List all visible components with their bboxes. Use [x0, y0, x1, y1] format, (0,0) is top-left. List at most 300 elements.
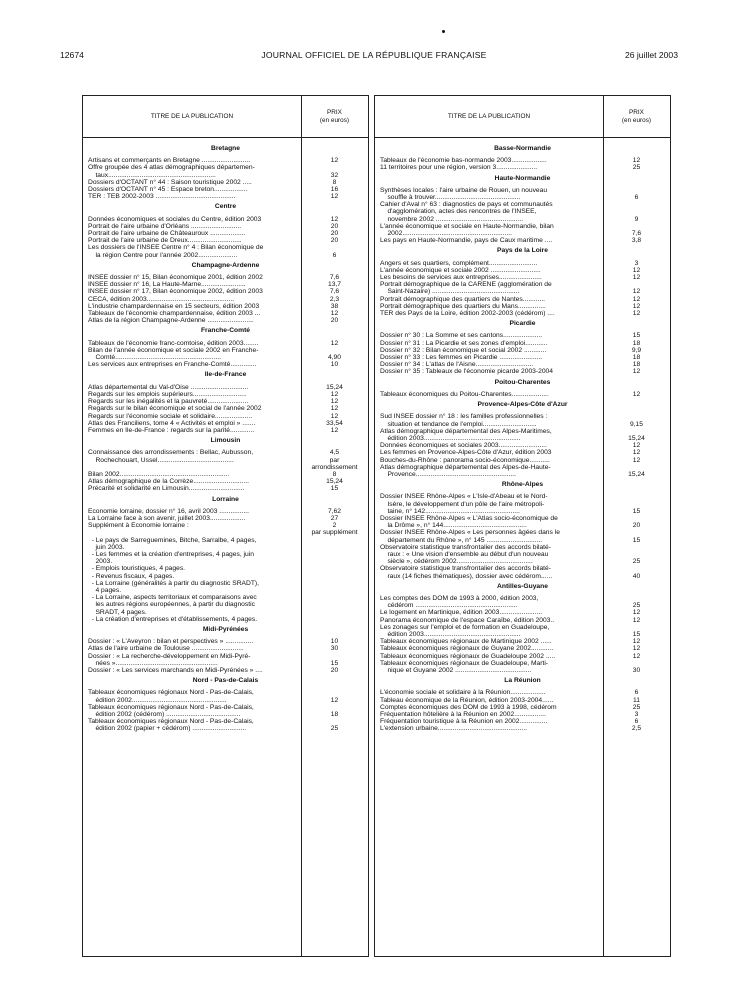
publication-title: Précarité et solidarité en Limousin..............................	[88, 485, 245, 493]
publication-price: 20	[330, 237, 339, 245]
publication-price: 38	[330, 302, 339, 310]
publication-title: L'économie sociale et solidaire à la Réunion...................	[380, 689, 546, 697]
publication-title: Bouches-du-Rhône : panorama socio-économique...........	[380, 456, 550, 464]
publication-price: 15,24	[628, 434, 645, 442]
publication-title: Données économiques et sociales du Centre, édition 2003	[88, 215, 262, 223]
publication-title: Observatoire statistique transfrontalier des accords bilaté- raux : « Une vision d'ensemble au début d'un nouveau siècle », cédérom 2002.........................................	[380, 543, 551, 566]
publication-row	[83, 420, 368, 427]
publication-price: 12	[330, 215, 339, 223]
publication-row	[375, 645, 670, 652]
publication-title: Synthèses locales : l'aire urbaine de Rouen, un nouveau souffle à trouver..............................................	[380, 186, 548, 202]
publication-title: L'année économique et sociale 2002 ...........................	[380, 266, 541, 274]
publication-row	[375, 428, 670, 442]
section-heading: Franche-Comté	[200, 327, 251, 335]
publication-row	[83, 223, 368, 230]
publication-title: L'industrie champardennaise en 15 secteurs, édition 2003	[88, 302, 260, 310]
publication-price: 10	[330, 361, 339, 369]
publication-price: 9,15	[629, 420, 644, 428]
publication-title: Observatoire statistique transfrontalier des accords bilaté- raux (14 fiches thématiques), dossier avec cédérom......	[380, 565, 553, 580]
publication-title: L'année économique et sociale en Haute-Normandie, bilan 2002...........................................................	[380, 222, 554, 238]
publication-row	[83, 689, 368, 703]
publication-price: 6	[634, 194, 639, 202]
publication-title: - Emplois touristiques, 4 pages.	[88, 565, 186, 573]
publication-title: Les zonages sur l'emploi et de formation en Guadeloupe, édition 2003....................................................	[380, 623, 550, 638]
publication-price: 12	[632, 274, 641, 282]
publication-title: Artisans et commerçants en Bretagne ..........................	[88, 157, 251, 165]
publication-table-right	[374, 95, 671, 957]
publication-price: 6	[634, 718, 639, 726]
publication-row	[83, 515, 368, 522]
publication-price: 12	[330, 696, 339, 704]
publication-title: Atlas démographique départemental des Alpes-de-Haute- Provence......................................................	[380, 463, 551, 478]
publication-title: Dossier INSEE Rhône-Alpes « L'Isle-d'Abeau et le Nord- Isère, le développement d'un pôle de l'aire métropoli- taine, n° 142...................................................	[380, 493, 548, 515]
publication-price: 12	[632, 302, 641, 310]
publication-title: - Le pays de Sarreguemines, Bitche, Sarralbe, 4 pages, juin 2003.	[91, 536, 257, 551]
publication-row	[375, 260, 670, 267]
publication-price: 12	[632, 295, 641, 303]
publication-price: 25	[330, 725, 339, 733]
publication-title: Portrait de l'aire urbaine de Châteauroux ...................	[88, 230, 246, 238]
publication-price: 12	[330, 193, 339, 201]
publication-title: Dossier n° 35 : Tableaux de l'économie picarde 2003-2004	[380, 368, 553, 376]
publication-row	[83, 296, 368, 303]
publication-price: 2,3	[329, 295, 340, 303]
publication-title: Regards sur l'économie sociale et solidaire....................	[88, 412, 253, 420]
publication-title: Tableaux économiques régionaux de Martinique 2002 ......	[380, 638, 552, 646]
publication-price: 12	[330, 426, 339, 434]
section-heading: Nord - Pas-de-Calais	[192, 677, 259, 685]
publication-title: Tableaux économiques régionaux Nord - Pas-de-Calais, édition 2002...................................................	[88, 689, 254, 704]
publication-row	[375, 697, 670, 704]
publication-title: Dossier n° 31 : La Picardie et ses zones d'emploi............	[380, 339, 548, 347]
publication-price	[301, 594, 368, 616]
publication-row	[83, 157, 368, 164]
publication-title: - Revenus fiscaux, 4 pages.	[88, 572, 175, 580]
publication-title: Tableaux économiques régionaux de Guadeloupe 2002 .....	[380, 652, 556, 660]
publication-price	[301, 537, 368, 551]
publication-title: Les femmes en Provence-Alpes-Côte d'Azur, édition 2003	[380, 449, 552, 457]
publication-price: 3	[634, 711, 639, 719]
publication-title: Panorama économique de l'espace Caraïbe, édition 2003..	[380, 616, 555, 624]
publication-title: Tableaux économiques régionaux de Guadeloupe, Marti- nique et Guyane 2002 .........................................	[380, 659, 549, 674]
publication-title: Portrait démographique des quartiers du Mans...............	[380, 302, 546, 310]
publication-price: 7,6	[329, 274, 340, 282]
publication-title: La Lorraine face à son avenir, juillet 2003...................	[88, 514, 246, 522]
publication-price: 20	[330, 222, 339, 230]
publication-row	[375, 660, 670, 674]
publication-row	[375, 157, 670, 164]
publication-row	[83, 645, 368, 652]
publication-price: 12	[330, 157, 339, 165]
publication-title: Dossier INSEE Rhône-Alpes « Les personnes âgées dans le département du Rhône », n° 145 ..............................	[380, 529, 560, 544]
publication-row	[375, 515, 670, 529]
publication-title: INSEE dossier n° 16, La Haute-Marne........................	[88, 281, 246, 289]
section-heading: Picardie	[509, 320, 536, 328]
publication-row	[83, 551, 368, 565]
publication-title: Cahier d'Aval n° 63 : diagnostics de pays et communautés d'agglomération, actes des rencontres de l'INSEE, novembre 2002 ...............................................	[380, 201, 553, 223]
publication-price: 25	[632, 703, 641, 711]
publication-price: 18	[632, 354, 641, 362]
publication-title: Offre groupée des 4 atlas démographiques départemen- taux..........................................................	[88, 164, 255, 179]
section-heading: Provence-Alpes-Côte d'Azur	[477, 401, 568, 409]
publication-title: Dossier n° 33 : Les femmes en Picardie .......................	[380, 354, 543, 362]
publication-title: Portrait démographique de la CARENE (agglomération de Saint-Nazaire) ...............................................	[380, 281, 552, 296]
publication-title: Dossier : « La recherche-développement en Midi-Pyré- nées ».......................................................	[88, 652, 251, 667]
publication-row	[83, 361, 368, 368]
publication-title: Bilan 2002...........................................................	[88, 470, 230, 478]
publication-row	[375, 718, 670, 725]
publication-price: 12	[632, 645, 641, 653]
publication-price: 12	[330, 412, 339, 420]
publication-title: Dossiers d'OCTANT n° 44 : Saison touristique 2002 .....	[88, 178, 252, 186]
section-heading: Antilles-Guyane	[497, 582, 548, 590]
publication-price: 32	[330, 171, 339, 179]
publication-row	[83, 508, 368, 515]
publication-row	[375, 595, 670, 609]
publication-price: 9	[634, 215, 639, 223]
publication-title: Sud INSEE dossier n° 18 : les familles professionnelles : situation et tendance de l'emploi.............................	[380, 413, 548, 428]
publication-row	[83, 565, 368, 572]
publication-row	[83, 718, 368, 732]
publication-price: 12	[632, 310, 641, 318]
publication-row	[83, 384, 368, 391]
section-heading: Centre	[214, 203, 237, 211]
publication-title: Atlas démographique départemental des Alpes-Maritimes, édition 2003....................................................	[380, 427, 552, 442]
publication-price: 15	[632, 507, 641, 515]
publication-price: 30	[330, 645, 339, 653]
publication-price: 12	[632, 157, 641, 165]
publication-price: 12	[330, 390, 339, 398]
table-body	[375, 142, 670, 733]
publication-row	[375, 493, 670, 515]
publication-row	[83, 303, 368, 310]
publication-row	[83, 347, 368, 361]
publication-title: Atlas des Franciliens, tome 4 « Activités et emploi » .......	[88, 419, 256, 427]
publication-price: 18	[632, 361, 641, 369]
publication-title: Les dossiers de l'INSEE Centre n° 4 : Bilan économique de la région Centre pour l'année 2002.....................	[88, 244, 264, 259]
publication-title: INSEE dossier n° 15, Bilan économique 2001, édition 2002	[88, 274, 263, 282]
publication-title: Portrait de l'aire urbaine de Dreux.............................	[88, 237, 242, 245]
publication-row	[83, 179, 368, 186]
publication-price: 7,62	[327, 507, 342, 515]
publication-title: Tableaux de l'économie franc-comtoise, édition 2003........	[88, 339, 259, 347]
publication-title: Regards sur le bilan économique et social de l'année 2002	[88, 405, 262, 413]
publication-row	[83, 193, 368, 200]
publication-price: 12	[632, 390, 641, 398]
publication-row	[83, 244, 368, 258]
publication-price: 27	[330, 514, 339, 522]
publication-price: 15	[632, 536, 641, 544]
publication-price: 6	[332, 251, 337, 259]
publication-price: 2 par supplément	[311, 522, 358, 537]
publication-title: Tableaux économiques régionaux Nord - Pas-de-Calais, édition 2002 (papier + cédérom) .............................	[88, 718, 254, 733]
publication-title: TER : TEB 2002-2003 ...........................................	[88, 193, 236, 201]
publication-price: 18	[632, 339, 641, 347]
publication-price: 12	[632, 638, 641, 646]
publication-title: Portrait de l'aire urbaine d'Orléans ...........................	[88, 222, 242, 230]
publication-row	[375, 413, 670, 427]
publication-title: Les comptes des DOM de 1993 à 2000, édition 2003, cédérom .......................................................	[380, 594, 539, 610]
publication-row	[375, 711, 670, 718]
publication-price: 12	[330, 339, 339, 347]
publication-price: 15	[632, 332, 641, 340]
publication-price: 15	[330, 485, 339, 493]
publication-row	[375, 347, 670, 354]
publication-row	[375, 164, 670, 171]
publication-price: 12	[632, 456, 641, 464]
page-header	[0, 50, 748, 64]
publication-price: 12	[632, 616, 641, 624]
publication-row	[83, 230, 368, 237]
publication-price: 16	[330, 186, 339, 194]
publication-row	[83, 310, 368, 317]
publication-price	[301, 573, 368, 580]
publication-row	[375, 464, 670, 478]
publication-price	[301, 616, 368, 623]
publication-title: Atlas de la région Champagne-Ardenne .........................	[88, 317, 254, 325]
title-column-header: TITRE DE LA PUBLICATION	[375, 96, 603, 138]
publication-title: Dossier INSEE Rhône-Alpes « L'Atlas socio-économique de la Drôme », n° 144.............................................	[380, 514, 558, 530]
publication-price: 10	[330, 638, 339, 646]
publication-row	[375, 296, 670, 303]
publication-title: Dossier : « Les services marchands en Midi-Pyrénées » ....	[88, 667, 263, 674]
publication-row	[83, 594, 368, 616]
publication-title: - Les femmes et la création d'entreprises, 4 pages, juin 2003.	[91, 550, 254, 566]
publication-price: 40	[632, 572, 641, 580]
publication-row	[375, 653, 670, 660]
publication-title: Supplément à Economie lorraine :	[88, 522, 189, 530]
publication-price: 12	[330, 398, 339, 406]
publication-row	[83, 405, 368, 412]
publication-title: Fréquentation touristique à la Réunion en 2002...............	[380, 718, 548, 726]
publication-table-left	[82, 95, 369, 957]
publication-title: L'extension urbaine................................................	[380, 725, 527, 733]
publication-title: - La création d'entreprises et d'établissements, 4 pages.	[88, 615, 258, 623]
publication-row	[375, 281, 670, 295]
publication-title: Portrait démographique des quartiers de Nantes............	[380, 295, 546, 303]
price-column-header: PRIX (en euros)	[603, 96, 670, 138]
publication-row	[83, 522, 368, 536]
section-heading: Poitou-Charentes	[494, 378, 551, 386]
publication-row	[375, 237, 670, 244]
publication-title: Dossier n° 32 : Bilan économique et social 2002 ............	[380, 346, 547, 354]
publication-price: 13,7	[327, 281, 342, 289]
publication-title: Dossier n° 34 : L'atlas de l'Aisne...............................	[380, 361, 534, 369]
publication-price: 20	[632, 522, 641, 530]
publication-row	[83, 478, 368, 485]
publication-price: 8	[332, 470, 337, 478]
table-body	[83, 142, 368, 733]
publication-row	[375, 187, 670, 201]
publication-row	[83, 638, 368, 645]
publication-price: 3,8	[631, 237, 642, 245]
publication-title: Regards sur les emplois supérieurs.............................	[88, 390, 247, 398]
publication-title: Atlas démographique de la Corrèze..............................	[88, 478, 249, 486]
publication-row	[83, 427, 368, 434]
publication-row	[375, 303, 670, 310]
publication-row	[83, 573, 368, 580]
publication-row	[375, 267, 670, 274]
publication-price: 7,6	[631, 230, 642, 238]
publication-title: Le logement en Martinique, édition 2003.......................	[380, 609, 543, 617]
publication-price: 33,54	[326, 419, 343, 427]
publication-price: 15,24	[326, 478, 343, 486]
title-column-header: TITRE DE LA PUBLICATION	[83, 96, 301, 138]
publication-row	[375, 201, 670, 223]
publication-title: Regards sur les inégalités et la pauvreté......................	[88, 398, 249, 406]
publication-row	[375, 638, 670, 645]
publication-price: 12	[330, 405, 339, 413]
speck-mark	[442, 30, 445, 33]
publication-title: Dossier : « L'Aveyron : bilan et perspectives » ...............	[88, 638, 254, 646]
publication-title: Dossier n° 30 : La Somme et ses cantons.....................	[380, 332, 543, 340]
publication-title: Données économiques et sociales 2003..........................	[380, 442, 547, 450]
publication-row	[375, 223, 670, 237]
publication-row	[375, 442, 670, 449]
publication-price: 3	[634, 259, 639, 267]
journal-title: JOURNAL OFFICIEL DE LA RÉPUBLIQUE FRANÇAISE	[261, 50, 487, 60]
publication-row	[375, 529, 670, 543]
publication-row	[83, 704, 368, 718]
section-heading: La Réunion	[504, 677, 541, 685]
publication-title: Tableaux économiques régionaux Nord - Pas-de-Calais, édition 2002 (cédérom) ........................................	[88, 703, 254, 719]
publication-row	[375, 368, 670, 375]
section-heading: Lorraine	[212, 495, 239, 503]
publication-row	[83, 667, 368, 674]
publication-price	[301, 580, 368, 594]
publication-title: Dossiers d'OCTANT n° 45 : Espace breton..................	[88, 186, 248, 194]
publication-row	[83, 164, 368, 178]
publication-title: Angers et ses quartiers, complément..........................	[380, 259, 538, 267]
publication-row	[83, 653, 368, 667]
section-heading: Champagne-Ardenne	[191, 261, 260, 269]
publication-price: 6	[634, 689, 639, 697]
publication-price	[301, 565, 368, 572]
publication-price: 25	[632, 602, 641, 610]
publication-title: Bilan de l'année économique et sociale 2002 en Franche- Comté.........................................................	[88, 346, 259, 362]
publication-row	[83, 485, 368, 492]
publication-price: 20	[330, 317, 339, 325]
publication-title: - La Lorraine, aspects territoriaux et comparaisons avec les autres régions européennes, à partir du diagnostic SRADT, 4 pages.	[91, 594, 257, 616]
publication-title: INSEE dossier n° 17, Bilan économique 2002, édition 2003	[88, 288, 263, 296]
publication-row	[375, 449, 670, 456]
publication-title: Tableaux économiques régionaux de Guyane 2002............	[380, 645, 554, 653]
publication-price: 18	[330, 711, 339, 719]
publication-title: Atlas départemental du Val-d'Oise ...............................	[88, 383, 249, 391]
section-heading: Ile-de-France	[204, 371, 247, 379]
publication-title: Tableaux économiques du Poitou-Charentes....................	[380, 390, 549, 398]
publication-row	[375, 274, 670, 281]
publication-row	[83, 537, 368, 551]
publication-price: 20	[330, 667, 339, 674]
publication-row	[83, 391, 368, 398]
publication-title: CECA, édition 2003...............................................	[88, 295, 235, 303]
publication-row	[83, 580, 368, 594]
publication-price: 12	[632, 288, 641, 296]
publication-price: 25	[632, 164, 641, 172]
publication-price: 11	[633, 696, 640, 704]
publication-title: Les pays en Haute-Normandie, pays de Caux maritime ....	[380, 237, 553, 245]
publication-price: 12	[632, 442, 641, 450]
publication-row	[83, 317, 368, 324]
publication-title: Comptes économiques des DOM de 1993 à 1998, cédérom	[380, 703, 557, 711]
publication-row	[375, 332, 670, 339]
publication-title: Femmes en Ile-de-France : regards sur la parité.............	[88, 426, 255, 434]
page-number: 12674	[60, 50, 84, 60]
publication-title: Atlas de l'aire urbaine de Toulouse ............................	[88, 645, 244, 653]
publication-title: Les besoins de services aux entreprises.......................	[380, 274, 542, 282]
publication-price: 4,90	[327, 354, 342, 362]
publication-row	[375, 391, 670, 398]
publication-price: 4,5 par arrondissement	[311, 449, 358, 471]
publication-price: 9,9	[631, 346, 642, 354]
section-heading: Pays de la Loire	[497, 247, 548, 255]
publication-price: 15,24	[628, 470, 645, 478]
publication-price: 7,6	[329, 288, 340, 296]
publication-row	[375, 544, 670, 566]
publication-title: - La Lorraine (généralités à partir du diagnostic SRADT), 4 pages.	[91, 579, 259, 594]
publication-row	[83, 288, 368, 295]
publication-price: 15	[330, 659, 339, 667]
section-heading: Rhône-Alpes	[501, 481, 544, 489]
publication-title: 11 territoires pour une région, version 3......................	[380, 164, 538, 172]
publication-row	[83, 413, 368, 420]
publication-row	[83, 616, 368, 623]
publication-row	[375, 340, 670, 347]
publication-row	[83, 186, 368, 193]
publication-price: 30	[632, 667, 641, 674]
publication-title: Tableaux de l'économie bas-normande 2003...................	[380, 157, 547, 165]
publication-price: 2,5	[631, 725, 642, 733]
publication-price: 12	[330, 310, 339, 318]
publication-title: Fréquentation hôtelière à la Réunion en 2002.................	[380, 711, 546, 719]
publication-row	[375, 725, 670, 732]
publication-row	[83, 340, 368, 347]
publication-price	[301, 551, 368, 565]
publication-price: 25	[632, 558, 641, 566]
publication-title: Tableau économique de la Réunion, édition 2003-2004......	[380, 696, 554, 704]
publication-price: 12	[632, 449, 641, 457]
publication-title: TER des Pays de la Loire, édition 2002-2003 (cédérom) ....	[380, 310, 555, 318]
issue-date: 26 juillet 2003	[624, 50, 678, 60]
section-heading: Midi-Pyrénées	[202, 625, 249, 633]
section-heading: Bretagne	[211, 145, 240, 152]
publication-row	[83, 449, 368, 471]
publication-row	[83, 216, 368, 223]
publication-price: 8	[332, 178, 337, 186]
publication-row	[375, 310, 670, 317]
publication-title: Economie lorraine, dossier n° 16, avril 2003 ................	[88, 507, 250, 515]
section-heading: Basse-Normandie	[494, 145, 551, 152]
publication-row	[375, 624, 670, 638]
publication-price: 12	[632, 266, 641, 274]
publication-row	[375, 565, 670, 579]
publication-title: Les services aux entreprises en Franche-Comté..............	[88, 361, 257, 369]
publication-price: 20	[330, 230, 339, 238]
publication-row	[83, 398, 368, 405]
publication-price: 12	[632, 368, 641, 376]
publication-row	[375, 457, 670, 464]
publication-title: Connaissance des arrondissements : Bellac, Aubusson, Rochechouart, Ussel.........................................	[88, 449, 254, 464]
publication-title: Tableaux de l'économie champardennaise, édition 2003 ...	[88, 310, 261, 318]
publication-row	[375, 704, 670, 711]
section-heading: Limousin	[210, 437, 241, 445]
section-heading: Haute-Normandie	[494, 174, 551, 182]
price-column-header: PRIX (en euros)	[301, 96, 368, 138]
publication-row	[375, 689, 670, 696]
publication-price: 12	[632, 609, 641, 617]
publication-price: 15,24	[326, 383, 343, 391]
